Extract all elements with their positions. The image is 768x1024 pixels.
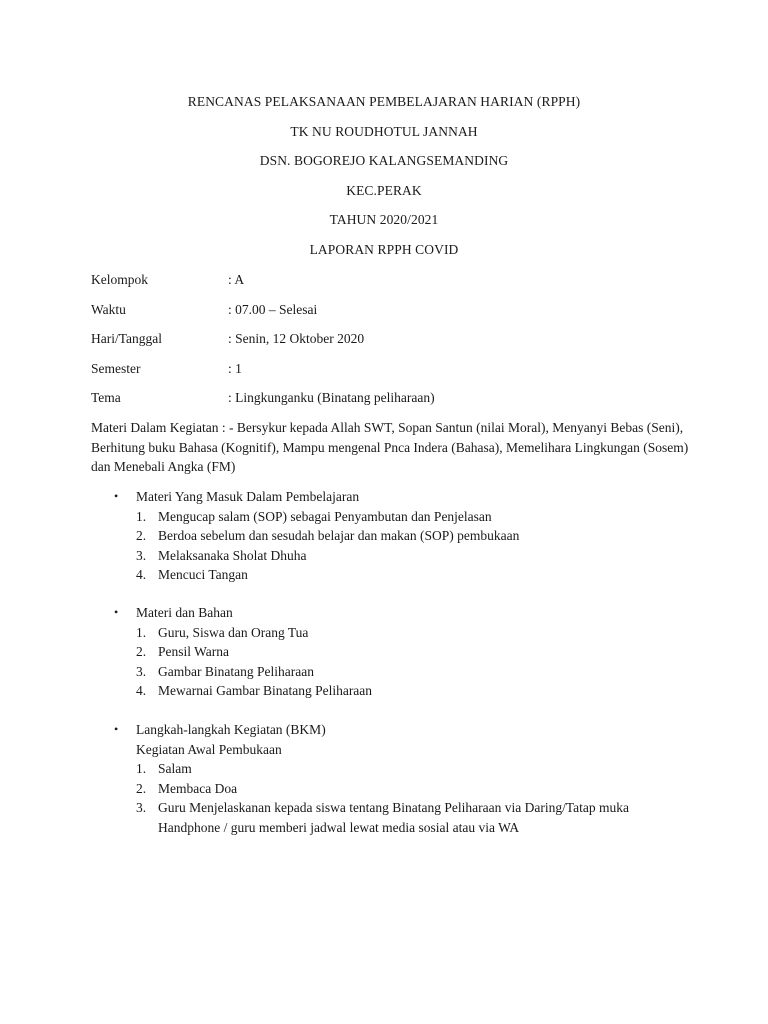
info-row-kelompok [91,270,691,300]
info-value: : 07.00 – Selesai [228,301,318,317]
header-report-title: LAPORAN RPPH COVID [309,241,459,257]
bullet-icon: • [114,489,119,503]
info-row-waktu [91,300,691,330]
header-district: KEC.PERAK [346,182,422,198]
section-materi-bahan [114,603,674,701]
numbered-list [114,759,674,837]
list-item-text: Mengucap salam (SOP) sebagai Penyambutan dan Penjelasan [158,508,492,524]
list-number: 3. [136,663,147,679]
list-number: 4. [136,567,147,582]
list-item [136,565,674,585]
info-value: : 1 [228,360,242,376]
info-label: Semester [91,360,141,376]
list-item [136,642,674,662]
numbered-list [114,623,674,701]
list-number: 4. [136,683,147,698]
section-heading [114,603,674,623]
section-materi-pembelajaran [114,487,674,585]
header-address: DSN. BOGOREJO KALANGSEMANDING [259,153,509,169]
list-item [136,779,674,799]
section-title: Langkah-langkah Kegiatan (BKM) [136,722,326,737]
list-item [136,507,674,527]
list-number: 1. [136,624,147,640]
section-title: Materi Yang Masuk Dalam Pembelajaran [136,489,360,504]
list-item-text: Salam [158,761,192,776]
list-number: 2. [136,644,147,659]
info-label: Tema [91,390,121,406]
header-title: RENCANAS PELAKSANAAN PEMBELAJARAN HARIAN (RPPH) [187,94,581,109]
list-item [136,526,674,546]
list-item-text: Melaksanaka Sholat Dhuha [158,547,307,563]
info-value: : A [228,272,245,287]
list-item-text: Pensil Warna [158,644,230,659]
list-item [136,798,674,837]
info-row-hari-tanggal [91,329,691,359]
info-value: : Senin, 12 Oktober 2020 [228,331,365,347]
header-year: TAHUN 2020/2021 [329,212,439,228]
list-item-text: Guru Menjelaskanan kepada siswa tentang Binatang Peliharaan via Daring/Tatap muka Handphone / guru memberi jadwal lewat media sosial atau via WA [158,800,630,835]
list-number: 3. [136,800,147,815]
section-title: Materi dan Bahan [136,605,233,620]
list-item [136,546,674,566]
list-item-text: Gambar Binatang Peliharaan [158,663,314,679]
list-number: 1. [136,761,147,776]
list-item [136,662,674,682]
info-label: Waktu [91,301,126,317]
list-number: 2. [136,780,147,796]
section-langkah-kegiatan [114,720,674,837]
list-item-text: Membaca Doa [158,780,238,796]
list-number: 1. [136,508,147,524]
list-item-text: Berdoa sebelum dan sesudah belajar dan makan (SOP) pembukaan [158,528,520,543]
section-heading [114,720,674,740]
header-school-name: TK NU ROUDHOTUL JANNAH [290,123,478,139]
bullet-icon: • [114,722,119,736]
list-item [136,759,674,779]
list-item [136,681,674,701]
list-number: 2. [136,528,147,543]
info-row-semester [91,359,691,389]
info-value: : Lingkunganku (Binatang peliharaan) [228,390,435,406]
list-item [136,623,674,643]
section-heading [114,487,674,507]
numbered-list [114,507,674,585]
info-label: Hari/Tanggal [91,331,163,347]
info-table [91,270,691,418]
list-number: 3. [136,547,147,563]
materi-paragraph: Materi Dalam Kegiatan : - Bersykur kepada Allah SWT, Sopan Santun (nilai Moral), Menyanyi Bebas (Seni), Berhitung buku Bahasa (Kognitif), Mampu mengenal Pnca Indera (Bahasa), Memelihara Lingkungan (Sosem) dan Menebali Angka (FM) [91,420,689,474]
list-item-text: Mencuci Tangan [158,567,248,582]
list-item-text: Guru, Siswa dan Orang Tua [158,624,309,640]
document-header [0,92,768,270]
list-item-text: Mewarnai Gambar Binatang Peliharaan [158,683,373,698]
info-row-tema [91,388,691,418]
section-subtitle: Kegiatan Awal Pembukaan [136,741,282,757]
bullet-icon: • [114,605,119,619]
info-label: Kelompok [91,272,148,287]
